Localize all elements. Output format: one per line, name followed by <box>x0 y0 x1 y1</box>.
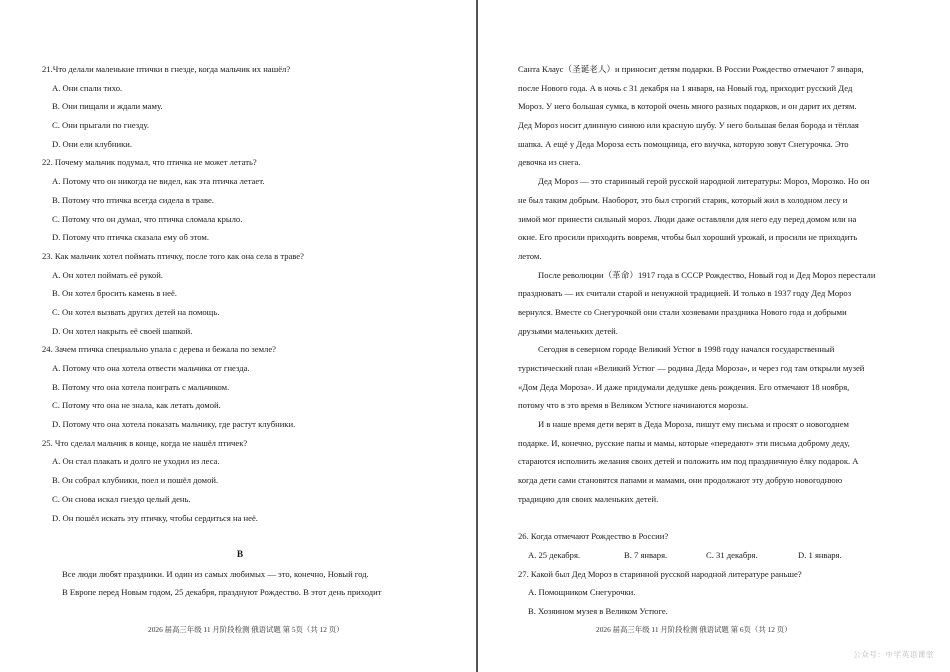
question-text: 25. Что сделал мальчик в конце, когда не нашёл птичек? <box>42 437 248 448</box>
answer-option: D. Он пошёл искать эту птичку, чтобы сердиться на неё. <box>52 512 258 523</box>
paragraph-line: Дед Мороз — это старинный герой русской народной литературы: Мороз, Морозко. Но он <box>538 176 870 187</box>
paragraph-line: потому что в это время в Великом Устюге начинаются морозы. <box>518 400 749 411</box>
answer-option: B. Он хотел бросить камень в неё. <box>52 288 177 299</box>
answer-option: B. Он собрал клубники, поел и пошёл домой. <box>52 475 219 486</box>
paragraph-line: подарке. И, конечно, русские папы и мамы, которые «передают» эти письма доброму деду, <box>518 437 850 448</box>
answer-option: C. Потому что она не знала, как летать домой. <box>52 400 221 411</box>
answer-option: C. Потому что он думал, что птичка сломала крыло. <box>52 213 243 224</box>
answer-option: A. Потому что он никогда не видел, как эта птичка летает. <box>52 176 265 187</box>
watermark: 公众号：中学英语课堂 <box>853 650 934 659</box>
paragraph-line: вернулся. Вместе со Снегурочкой они стали хозяевами праздника Нового года и добрыми <box>518 306 847 317</box>
paragraph-line: Санта Клаус（圣诞老人）и приносит детям подарки. В России Рождество отмечают 7 января, <box>518 64 864 74</box>
answer-option: D. Он хотел накрыть её своей шапкой. <box>52 325 193 336</box>
paragraph-line: после Нового года. А в ночь с 31 декабря на 1 января, на Новый год, приходит русский Дед <box>518 82 853 93</box>
paragraph-line: зимой мог принести сильный мороз. Люди даже оставляли для него еду перед домом или на <box>518 213 857 224</box>
paragraph-line: окне. Его просили приходить вовремя, чтобы был хороший урожай, и просили не приходить <box>518 232 858 243</box>
page-6-footer: 2026 届高三年级 11 月阶段检测 俄语试题 第 6页（共 12 页） <box>596 625 792 634</box>
paragraph-line: туристический план «Великий Устюг — родина Деда Мороза», и через год там открыли музей <box>518 363 865 373</box>
answer-option: A. Потому что она хотела отвести мальчика от гнезда. <box>52 363 250 373</box>
paragraph-line: шапка. А ещё у Деда Мороза есть помощница, его внучка, которую зовут Снегурочка. Это <box>518 138 849 149</box>
paragraph-line: Мороз. У него большая сумка, в которой очень много разных подарков, и он дарит их детям. <box>518 101 857 112</box>
page-5-content <box>42 60 438 602</box>
question-text: 23. Как мальчик хотел поймать птичку, после того как она села в траве? <box>42 250 304 261</box>
paragraph-line: не был таким добрым. Наоборот, это был строгий старик, который жил в холодном лесу и <box>518 194 848 205</box>
paragraph-line: После революции（革命）1917 года в СССР Рождество, Новый год и Дед Мороз перестали <box>538 269 876 280</box>
blank-line <box>518 509 930 528</box>
page-6-content <box>518 60 930 621</box>
answer-option: D. Они ели клубники. <box>52 138 133 149</box>
answer-option: A. Он хотел поймать её рукой. <box>52 269 163 280</box>
paragraph-line: традицию для своих маленьких детей. <box>518 493 659 504</box>
answer-option: A. Помощником Снегурочки. <box>528 587 636 598</box>
paragraph-line: Все люди любят праздники. И один из самых любимых — это, конечно, Новый год. <box>62 568 369 579</box>
question-text: 27. Какой был Дед Мороз в старинной русской народной литературе раньше? <box>518 568 802 579</box>
paragraph-line: праздновать — их считали старой и ненужной традицией. И только в 1937 году Дед Мороз <box>518 288 852 299</box>
paragraph-line: летом. <box>518 250 542 261</box>
answer-option: B. Потому что она хотела поиграть с мальчиком. <box>52 381 230 392</box>
answer-option: C. 31 декабря. <box>706 549 758 560</box>
answer-option: D. 1 января. <box>798 549 842 560</box>
question-text: 24. Зачем птичка специально упала с дерева и бежала по земле? <box>42 344 276 355</box>
paragraph-line: девочка из снега. <box>518 157 581 168</box>
answer-option: A. Они спали тихо. <box>52 82 123 93</box>
paragraph-line: Дед Мороз носит длинную синюю или красную шубу. У него большая белая борода и тёплая <box>518 120 859 131</box>
answer-option: B. Потому что птичка всегда сидела в траве. <box>52 194 214 205</box>
page-6 <box>478 0 950 672</box>
answer-option: D. Потому что она хотела показать мальчику, где растут клубники. <box>52 419 296 430</box>
answer-option: A. Он стал плакать и долго не уходил из леса. <box>52 456 220 467</box>
answer-option: C. Они прыгали по гнезду. <box>52 120 149 131</box>
paragraph-line: «Дом Деда Мороза». И даже придумали дедушке день рождения. Его отмечают 18 ноября, <box>518 381 850 392</box>
question-text: 22. Почему мальчик подумал, что птичка не может летать? <box>42 157 257 168</box>
paragraph-line: стараются исполнить желания своих детей и положить им под праздничную ёлку подарок. А <box>518 456 859 467</box>
page-5-footer: 2026 届高三年级 11 月阶段检测 俄语试题 第 5页（共 12 页） <box>148 625 344 634</box>
answer-option: B. Хозяином музея в Великом Устюге. <box>528 605 668 616</box>
paragraph-line: В Европе перед Новым годом, 25 декабря, празднуют Рождество. В этот день приходит <box>62 587 382 598</box>
answer-option: C. Он снова искал гнездо целый день. <box>52 493 191 504</box>
answer-options-row <box>518 546 930 565</box>
section-heading: B <box>236 549 244 560</box>
question-text: 26. Когда отмечают Рождество в России? <box>518 531 669 542</box>
paragraph-line: Сегодня в северном городе Великий Устюг в 1998 году начался государственный <box>538 344 835 355</box>
answer-option: D. Потому что птичка сказала ему об этом. <box>52 232 210 243</box>
answer-option: B. Они пищали и ждали маму. <box>52 101 163 112</box>
answer-option: B. 7 января. <box>624 549 668 560</box>
paragraph-line: И в наше время дети верят в Деда Мороза, пишут ему письма и просят о новогоднем <box>538 419 849 430</box>
question-text: 21.Что делали маленькие птички в гнезде, когда мальчик их нашёл? <box>42 64 291 74</box>
answer-option: C. Он хотел вызвать других детей на помощь. <box>52 306 220 317</box>
paragraph-line: друзьями маленьких детей. <box>518 325 618 336</box>
blank-line <box>42 527 438 546</box>
answer-option: A. 25 декабря. <box>528 549 581 560</box>
paragraph-line: когда дети сами становятся папами и мамами, они продолжают эту добрую новогоднюю <box>518 475 843 486</box>
